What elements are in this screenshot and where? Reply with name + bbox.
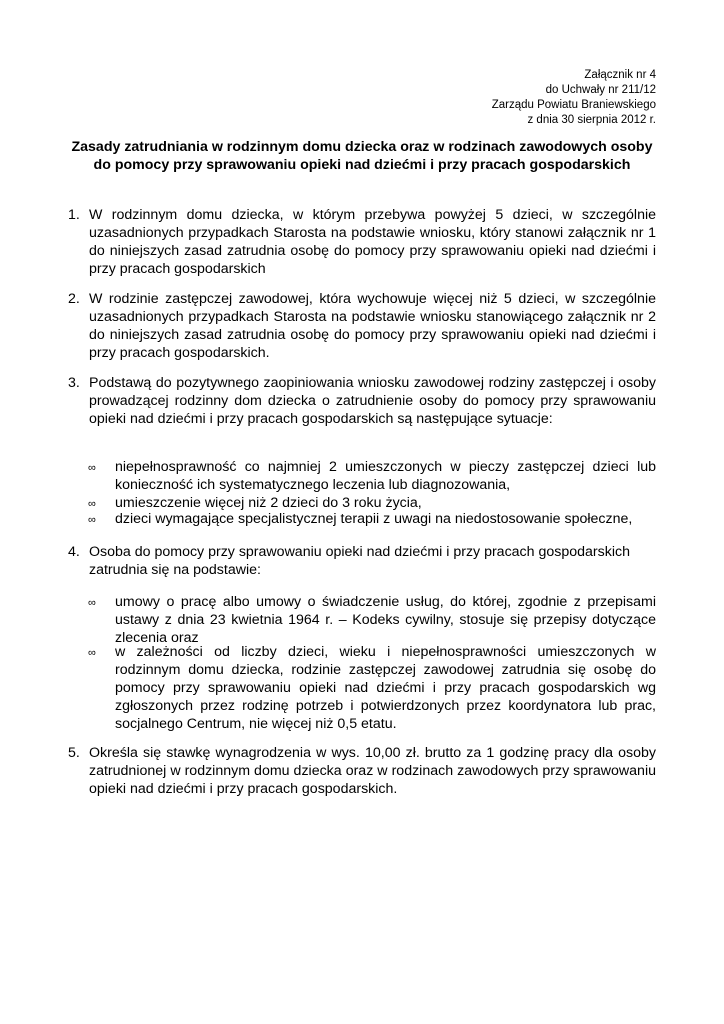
sub-list-item (88, 643, 656, 733)
list-item (68, 543, 656, 579)
infinity-bullet-icon: ∞ (88, 647, 96, 659)
list-item (68, 206, 656, 278)
item-text: W rodzinie zastępczej zawodowej, która wychowuje więcej niż 5 dzieci, w szczególnie uzasadnionych przypadkach Starosta na podstawie wniosku stanowiącego załącznik nr 2 do niniejszych zasad zatrudnia osobę do pomocy przy sprawowaniu opieki nad dziećmi i przy pracach gospodarskich. (89, 291, 656, 361)
infinity-bullet-icon: ∞ (88, 462, 96, 474)
sub-list-item (88, 510, 656, 529)
list-item (68, 744, 656, 798)
sub-item-text: umowy o pracę albo umowy o świadczenie usług, do której, zgodnie z przepisami ustawy z dnia 23 kwietnia 1964 r. – Kodeks cywilny, stosuje się przepisy dotyczące zlecenia oraz (115, 594, 656, 646)
sub-list-item (88, 458, 656, 494)
issuing-board: Zarządu Powiatu Braniewskiego (491, 99, 656, 111)
item-number: 3. (68, 375, 80, 391)
item-number: 2. (68, 291, 80, 307)
resolution-number: do Uchwały nr 211/12 (545, 84, 656, 96)
attachment-header (492, 68, 656, 128)
attachment-number: Załącznik nr 4 (584, 69, 656, 81)
sub-item-text: niepełnosprawność co najmniej 2 umieszczonych w pieczy zastępczej dzieci lub konieczność ich systematycznego leczenia lub diagnozowania, (115, 459, 656, 493)
infinity-bullet-icon: ∞ (88, 514, 96, 526)
sub-item-text: w zależności od liczby dzieci, wieku i niepełnosprawności umieszczonych w rodzinnym domu dziecka, rodzinie zastępczej zawodowej zatrudnia się osobę do pomocy przy sprawowaniu opieki nad dziećmi i przy pracach gospodarskich wg zgłoszonych przez rodzinę potrzeb i potwierdzonych przez koordynatora lub prac, socjalnego Centrum, nie więcej niż 0,5 etatu. (115, 644, 656, 732)
item-text: Osoba do pomocy przy sprawowaniu opieki nad dziećmi i przy pracach gospodarskich zatrudnia się na podstawie: (89, 544, 630, 578)
item-number: 4. (68, 544, 80, 560)
infinity-bullet-icon: ∞ (88, 597, 96, 609)
item-text: Podstawą do pozytywnego zaopiniowania wniosku zawodowej rodziny zastępczej i osoby prowadzącej rodzinny dom dziecka o zatrudnienie osoby do pomocy przy sprawowaniu opieki nad dziećmi i przy pracach gospodarskich są następujące sytuacje: (89, 375, 656, 427)
sub-list-item (88, 593, 656, 647)
resolution-date: z dnia 30 sierpnia 2012 r. (527, 114, 656, 126)
item-text: Określa się stawkę wynagrodzenia w wys. 10,00 zł. brutto za 1 godzinę pracy dla osoby zatrudnionej w rodzinnym domu dziecka oraz w rodzinach zawodowych przy sprawowaniu opieki nad dziećmi i przy pracach gospodarskich. (89, 745, 656, 797)
sub-item-text: dzieci wymagające specjalistycznej terapii z uwagi na niedostosowanie społeczne, (115, 511, 633, 527)
item-number: 5. (68, 745, 80, 761)
list-item (68, 374, 656, 428)
sub-item-text: umieszczenie więcej niż 2 dzieci do 3 roku życia, (115, 495, 422, 511)
item-number: 1. (68, 207, 80, 223)
infinity-bullet-icon: ∞ (88, 498, 96, 510)
item-text: W rodzinnym domu dziecka, w którym przebywa powyżej 5 dzieci, w szczególnie uzasadnionych przypadkach Starosta na podstawie wniosku, który stanowi załącznik nr 1 do niniejszych zasad zatrudnia osobę do pomocy przy sprawowaniu opieki nad dziećmi i przy pracach gospodarskich (89, 207, 656, 277)
list-item (68, 290, 656, 362)
document-title: Zasady zatrudniania w rodzinnym domu dziecka oraz w rodzinach zawodowych osoby do pomocy przy sprawowaniu opieki nad dziećmi i przy pracach gospodarskich (71, 139, 653, 173)
